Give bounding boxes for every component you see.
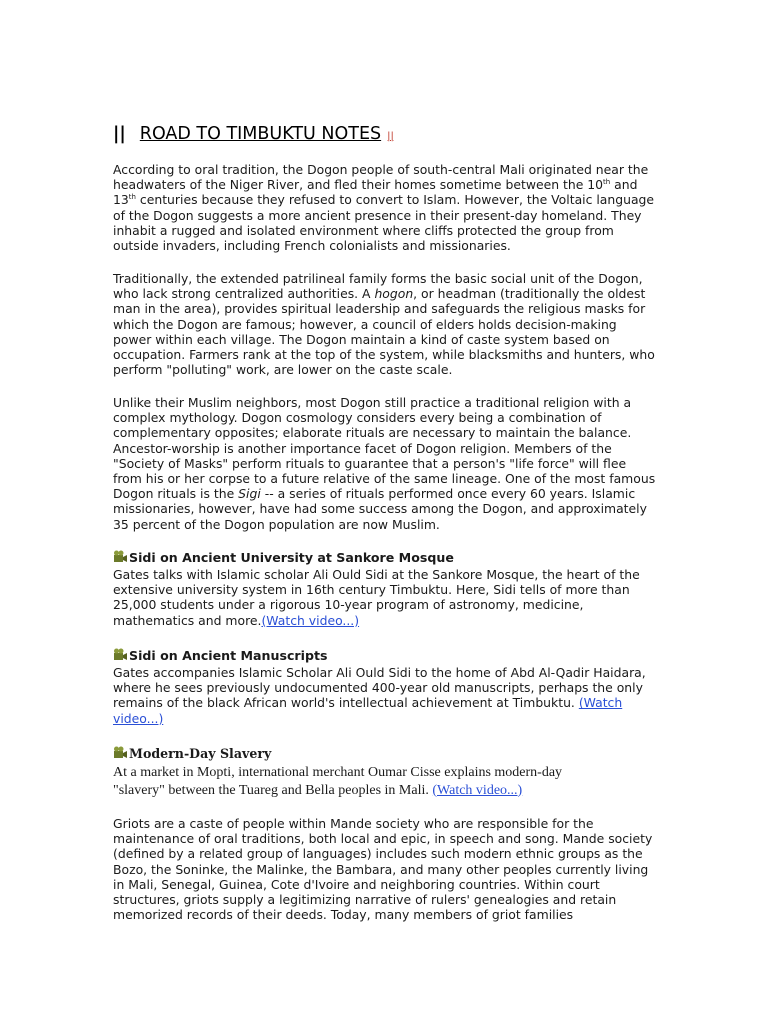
page-title <box>113 123 394 148</box>
video-body-text: Gates accompanies Islamic Scholar Ali Ould Sidi to the home of Abd Al-Qadir Haidara, where he sees previously undocumented 400-year old manuscripts, perhaps the only remains of the black African world's intellectual achievement at Timbuktu. <box>113 665 646 711</box>
p3-text-a: Unlike their Muslim neighbors, most Dogon still practice a traditional religion with a complex mythology. Dogon cosmology considers every being a combination of complementary opposites; elaborate rituals are necessary to maintain the balance. Ancestor-worship is another importance facet of Dogon religion. Members of the "Society of Masks" perform rituals to guarantee that a person's "life force" will flee from his or her corpse to a future relative of the same lineage. One of the most famous Dogon rituals is the <box>113 395 656 502</box>
watch-video-link[interactable]: (Watch video...) <box>261 612 360 628</box>
video-body-manuscripts <box>113 665 658 726</box>
paragraph-griots <box>113 816 658 922</box>
p3-emphasis: Sigi <box>238 486 261 502</box>
video-heading-text: Sidi on Ancient Manuscripts <box>129 648 328 663</box>
video-heading-text: Modern-Day Slavery <box>129 746 272 761</box>
video-heading-text: Sidi on Ancient University at Sankore Mosque <box>129 550 454 565</box>
video-body-text: Gates talks with Islamic scholar Ali Ould Sidi at the Sankore Mosque, the heart of the extensive university system in 16th century Timbuktu. Here, Sidi tells of more than 25,000 students under a rigorous 10-year program of astronomy, medicine, mathematics and more. <box>113 567 640 628</box>
title-text: ROAD TO TIMBUKTU NOTES <box>139 124 382 144</box>
film-camera-icon <box>113 648 127 661</box>
video-heading-manuscripts <box>113 648 328 664</box>
video-body-sankore <box>113 567 658 628</box>
p1-sup-1: th <box>603 178 611 187</box>
film-camera-icon <box>113 746 127 759</box>
p1-text-c: centuries because they refused to convert to Islam. However, the Voltaic language of the Dogon suggests a more ancient presence in their present-day homeland. They inhabit a rugged and isolated environment where cliffs protected the group from outside invaders, including French colonialists and missionaries. <box>113 192 655 254</box>
watch-video-link[interactable]: (Watch video...) <box>432 782 523 798</box>
title-trail-marker: || <box>387 131 394 142</box>
p4-text: Griots are a caste of people within Mande society who are responsible for the maintenance of oral traditions, both local and epic, in speech and song. Mande society (defined by a related group of languages) includes such modern ethnic groups as the Bozo, the Soninke, the Malinke, the Bambara, and many other peoples currently living in Mali, Senegal, Guinea, Cote d'Ivoire and neighboring countries. Within court structures, griots supply a legitimizing narrative of rulers' genealogies and retain memorized records of their deeds. Today, many members of griot families <box>113 816 653 923</box>
video-heading-slavery <box>113 746 271 762</box>
p2-emphasis: hogon <box>374 286 414 302</box>
video-heading-sankore <box>113 550 454 566</box>
p3-text-b: -- a series of rituals performed once every 60 years. Islamic missionaries, however, have had some success among the Dogon, and approximately 35 percent of the Dogon population are now Muslim. <box>113 486 647 532</box>
video-body-slavery <box>113 764 613 799</box>
title-bars: || <box>113 124 126 144</box>
paragraph-social-structure <box>113 271 658 377</box>
p2-text-b: , or headman (traditionally the oldest man in the area), provides spiritual leadership and safeguards the religious masks for which the Dogon are famous; however, a council of elders holds decision-making power within each village. The Dogon maintain a kind of caste system based on occupation. Farmers rank at the top of the system, while blacksmiths and hunters, who perform "polluting" work, are lower on the caste scale. <box>113 286 655 378</box>
paragraph-origins <box>113 162 658 253</box>
p2-text-a: Traditionally, the extended patrilineal family forms the basic social unit of the Dogon, who lack strong centralized authorities. A <box>113 271 643 302</box>
p1-text-a: According to oral tradition, the Dogon people of south-central Mali originated near the headwaters of the Niger River, and fled their homes sometime between the 10 <box>113 162 649 193</box>
film-camera-icon <box>113 550 127 563</box>
p1-text-b: and 13 <box>113 177 638 208</box>
p1-sup-2: th <box>128 193 136 202</box>
video-body-text: At a market in Mopti, international merchant Oumar Cisse explains modern-day "slavery" between the Tuareg and Bella peoples in Mali. <box>113 765 563 798</box>
watch-video-link[interactable]: (Watch video...) <box>113 695 623 726</box>
paragraph-religion <box>113 395 658 532</box>
